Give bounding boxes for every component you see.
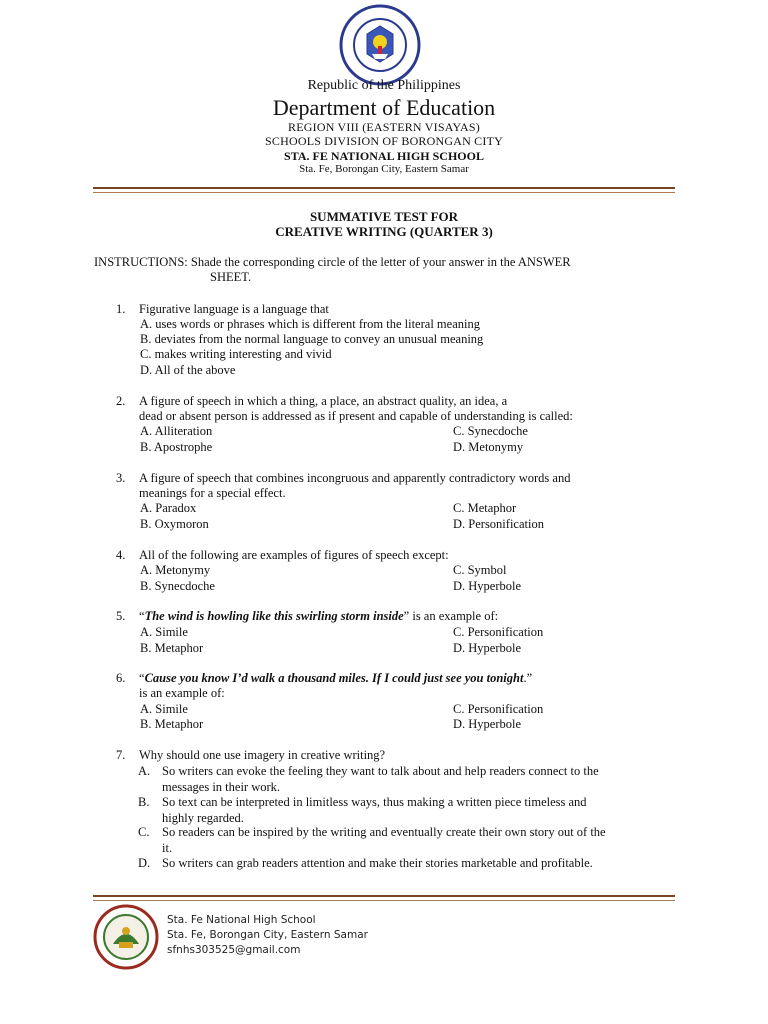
footer-divider-thin	[93, 900, 675, 901]
question-number: 1.	[116, 302, 126, 316]
deped-seal-logo	[339, 4, 421, 86]
question-number: 2.	[116, 394, 126, 408]
school-label: STA. FE NATIONAL HIGH SCHOOL	[284, 149, 484, 163]
question-number: 6.	[116, 671, 126, 685]
close-quote-text: ” is an example of:	[403, 609, 499, 623]
q2-option-c: C. Synecdoche	[453, 424, 528, 438]
test-title-line2: CREATIVE WRITING (QUARTER 3)	[275, 224, 493, 239]
question-number: 5.	[116, 609, 126, 623]
instructions-line1: INSTRUCTIONS: Shade the corresponding circle of the letter of your answer in the ANSWER	[94, 255, 571, 269]
q5-option-c: C. Personification	[453, 625, 544, 639]
department-title: Department of Education	[272, 95, 496, 120]
option-line2: highly regarded.	[162, 810, 244, 825]
q5-option-a: A. Simile	[140, 625, 188, 639]
q4-option-a: A. Metonymy	[140, 563, 211, 577]
instructions-line2: SHEET.	[210, 270, 252, 284]
school-address: Sta. Fe, Borongan City, Eastern Samar	[299, 163, 469, 175]
quoted-sentence: Cause you know I’d walk a thousand miles. If I could just see you tonight	[144, 671, 524, 685]
question-text: Why should one use imagery in creative writing?	[139, 748, 386, 762]
option-key: D.	[138, 856, 151, 870]
question-text-line1: A figure of speech that combines incongruous and apparently contradictory words and	[139, 471, 571, 485]
option-key: C.	[138, 825, 150, 839]
option-line1: So writers can evoke the feeling they want to talk about and help readers connect to the	[162, 764, 599, 778]
footer-school: Sta. Fe National High School	[167, 914, 316, 926]
q5-option-d: D. Hyperbole	[453, 641, 522, 655]
division-label: SCHOOLS DIVISION OF BORONGAN CITY	[265, 134, 503, 148]
q1-option-b: B. deviates from the normal language to convey an unusual meaning	[140, 332, 484, 346]
question-2-text-line2: dead or absent person is addressed as if present and capable of understanding is called:	[139, 409, 573, 423]
question-3-text-line2: meanings for a special effect.	[139, 486, 286, 500]
republic-label: Republic of the Philippines	[307, 78, 461, 93]
option-line1: So writers can grab readers attention and make their stories marketable and profitable.	[162, 856, 593, 870]
question-number: 3.	[116, 471, 126, 485]
option-text	[162, 764, 672, 795]
question-text	[139, 671, 679, 687]
open-quote: “	[139, 609, 145, 623]
region-label: REGION VIII (EASTERN VISAYAS)	[288, 120, 480, 134]
q3-option-d: D. Personification	[453, 517, 544, 531]
question-text-line1: A figure of speech in which a thing, a place, an abstract quality, an idea, a	[139, 394, 508, 408]
q4-option-b: B. Synecdoche	[140, 579, 215, 593]
option-key: B.	[138, 795, 150, 809]
option-text	[162, 856, 672, 872]
question-number: 7.	[116, 748, 126, 762]
q6-option-d: D. Hyperbole	[453, 717, 522, 731]
q2-option-a: A. Alliteration	[140, 424, 213, 438]
q1-option-c: C. makes writing interesting and vivid	[140, 347, 332, 361]
question-text: Figurative language is a language that	[139, 302, 329, 316]
q6-option-c: C. Personification	[453, 702, 544, 716]
q3-option-c: C. Metaphor	[453, 501, 517, 515]
option-text	[162, 825, 672, 856]
test-title-line1: SUMMATIVE TEST FOR	[309, 209, 459, 224]
question-6-text-line2: is an example of:	[139, 686, 225, 700]
q1-option-d: D. All of the above	[140, 363, 236, 377]
header-divider-thin	[93, 192, 675, 193]
close-quote-text: .”	[523, 671, 533, 685]
q4-option-d: D. Hyperbole	[453, 579, 522, 593]
q3-option-a: A. Paradox	[140, 501, 197, 515]
question-text: All of the following are examples of figures of speech except:	[139, 548, 449, 562]
q6-option-b: B. Metaphor	[140, 717, 204, 731]
q4-option-c: C. Symbol	[453, 563, 507, 577]
q6-option-a: A. Simile	[140, 702, 188, 716]
header-divider-thick	[93, 187, 675, 189]
option-line1: So readers can be inspired by the writing and eventually create their own story out of the	[162, 825, 606, 839]
q2-option-b: B. Apostrophe	[140, 440, 213, 454]
footer-email[interactable]: sfnhs303525@gmail.com	[167, 944, 301, 956]
question-number: 4.	[116, 548, 126, 562]
option-text	[162, 795, 672, 826]
q5-option-b: B. Metaphor	[140, 641, 204, 655]
q3-option-b: B. Oxymoron	[140, 517, 209, 531]
option-line2: messages in their work.	[162, 779, 281, 794]
q2-option-d: D. Metonymy	[453, 440, 524, 454]
quoted-sentence: The wind is howling like this swirling storm inside	[144, 609, 404, 623]
question-text	[139, 609, 679, 625]
option-line1: So text can be interpreted in limitless ways, thus making a written piece timeless and	[162, 795, 587, 809]
school-logo	[93, 904, 159, 970]
open-quote: “	[139, 671, 145, 685]
option-key: A.	[138, 764, 151, 778]
footer-address: Sta. Fe, Borongan City, Eastern Samar	[167, 929, 368, 941]
footer-divider-thick	[93, 895, 675, 897]
q1-option-a: A. uses words or phrases which is different from the literal meaning	[140, 317, 480, 331]
option-line2: it.	[162, 840, 173, 855]
